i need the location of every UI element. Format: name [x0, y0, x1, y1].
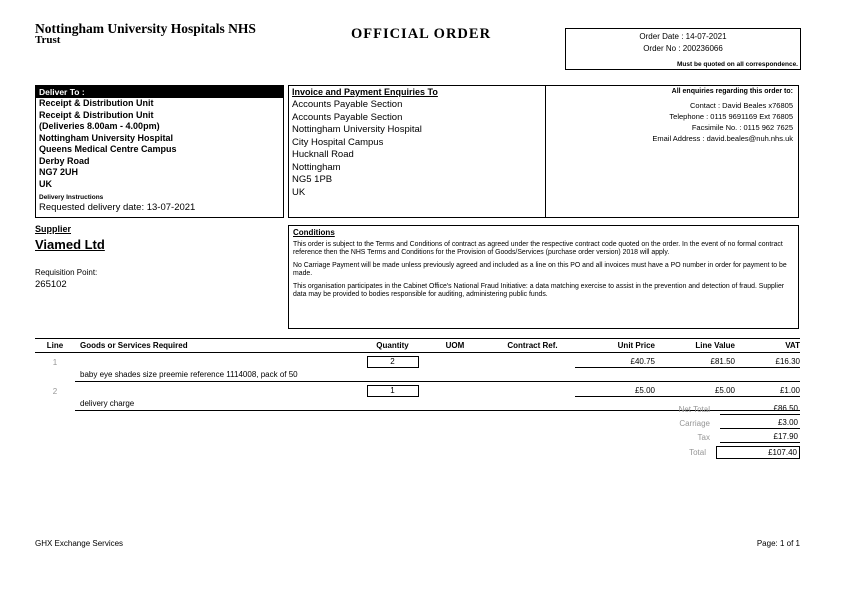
carriage-label: Carriage — [679, 419, 710, 428]
item-unit-price-cell — [575, 386, 655, 397]
deliver-to-line: UK — [39, 178, 52, 189]
quantity-value: 2 — [367, 356, 419, 368]
order-enquiries-section — [546, 86, 798, 217]
item-line-number: 1 — [52, 357, 58, 367]
col-header-vat: VAT — [785, 341, 800, 350]
tax-value: £17.90 — [720, 432, 800, 443]
items-table-header — [35, 338, 800, 353]
net-total-value: £86.50 — [720, 404, 800, 415]
footer-page-number: Page: 1 of 1 — [756, 539, 800, 548]
col-header-line: Line — [46, 341, 64, 350]
totals-section — [636, 404, 800, 462]
col-header-uom: UOM — [445, 341, 465, 350]
item-row-description — [35, 369, 800, 382]
tax-row — [636, 432, 800, 443]
order-number: Order No : 200236066 — [643, 44, 723, 53]
deliver-to-line: (Deliveries 8.00am - 4.00pm) — [39, 121, 160, 131]
order-info-box — [565, 28, 801, 70]
item-unit-price-cell — [575, 357, 655, 368]
quantity-value: 1 — [367, 385, 419, 397]
requisition-point-label: Requisition Point: — [35, 268, 98, 277]
invoice-enquiries-header: Invoice and Payment Enquiries To — [292, 87, 438, 97]
conditions-paragraph: No Carriage Payment will be made unless previously agreed and included as a line on this PO and all invoices must have a PO number in order for payment to be made. — [293, 261, 787, 278]
deliver-to-line: Queens Medical Centre Campus — [39, 144, 177, 154]
enquiries-contact: Contact : David Beales x76805 — [690, 101, 793, 110]
page-title: OFFICIAL ORDER — [350, 26, 492, 42]
deliver-to-line: Receipt & Distribution Unit — [39, 98, 154, 108]
invoice-address-line: NG5 1PB — [292, 174, 333, 185]
carriage-value: £3.00 — [720, 418, 800, 429]
items-table — [35, 338, 800, 411]
item-description: baby eye shades size preemie reference 1114008, pack of 50 — [75, 369, 800, 382]
deliver-to-line: Nottingham University Hospital — [39, 132, 174, 143]
vat-value: £16.30 — [735, 357, 800, 368]
order-date: Order Date : 14-07-2021 — [639, 32, 727, 41]
item-vat-cell — [735, 357, 800, 368]
col-header-line-value: Line Value — [695, 341, 735, 350]
item-row-values — [35, 384, 800, 398]
requisition-point-value: 265102 — [35, 279, 67, 290]
deliver-to-line: NG7 2UH — [39, 167, 79, 177]
item-row-values — [35, 355, 800, 369]
grand-total-label: Total — [689, 448, 706, 457]
invoice-address-line: Nottingham University Hospital — [292, 124, 422, 135]
carriage-row — [636, 418, 800, 429]
grand-total-value: £107.40 — [716, 446, 800, 459]
trust-name-line2: Trust — [35, 34, 61, 46]
enquiries-facsimile: Facsimile No. : 0115 962 7625 — [691, 123, 793, 132]
invoice-address-line: Nottingham — [292, 161, 341, 173]
supplier-label: Supplier — [35, 224, 72, 234]
table-row — [35, 355, 800, 382]
item-vat-cell — [735, 386, 800, 397]
invoice-and-enquiries-box — [288, 85, 799, 218]
enquiries-email: Email Address : david.beales@nuh.nhs.uk — [652, 134, 793, 143]
item-line-value-cell — [655, 386, 735, 397]
deliver-to-address — [36, 98, 283, 190]
invoice-address-line: City Hospital Campus — [292, 136, 384, 148]
col-header-unit-price: Unit Price — [617, 341, 655, 350]
line-value: £81.50 — [655, 357, 735, 368]
order-quote-note: Must be quoted on all correspondence. — [677, 61, 798, 68]
deliver-to-box — [35, 85, 284, 218]
delivery-instructions-label: Delivery Instructions — [39, 194, 104, 201]
deliver-to-header: Deliver To : — [36, 86, 283, 98]
col-header-quantity: Quantity — [376, 341, 409, 350]
line-value: £5.00 — [655, 386, 735, 397]
item-line-number: 2 — [52, 386, 58, 396]
conditions-paragraph: This organisation participates in the Cabinet Office's National Fraud Initiative: a data matching exercise to assist in the prevention and detection of fraud. Supplier data may be provided to bodies responsible for auditing, administering public funds. — [293, 282, 785, 299]
invoice-enquiries-section — [289, 86, 546, 217]
item-quantity-cell — [365, 356, 420, 368]
unit-price-value: £5.00 — [575, 386, 655, 397]
invoice-address-line: Accounts Payable Section — [292, 111, 403, 123]
enquiries-telephone: Telephone : 0115 9691169 Ext 76805 — [669, 112, 793, 121]
requested-delivery-date: Requested delivery date: 13-07-2021 — [39, 202, 196, 213]
deliver-to-line: Receipt & Distribution Unit — [39, 109, 154, 120]
supplier-name: Viamed Ltd — [35, 237, 105, 252]
item-description: delivery charge — [75, 398, 800, 411]
item-quantity-cell — [365, 385, 420, 397]
tax-label: Tax — [697, 433, 710, 442]
col-header-contract: Contract Ref. — [507, 341, 558, 350]
vat-value: £1.00 — [735, 386, 800, 397]
conditions-box — [288, 225, 799, 329]
supplier-section — [35, 224, 105, 290]
item-line-value-cell — [655, 357, 735, 368]
conditions-header: Conditions — [293, 228, 335, 237]
invoice-address-line: Hucknall Road — [292, 149, 354, 160]
net-total-row — [636, 404, 800, 415]
invoice-address-line: UK — [292, 186, 306, 198]
footer-service-name: GHX Exchange Services — [35, 539, 124, 548]
col-header-goods: Goods or Services Required — [80, 341, 188, 350]
net-total-label: Net Total — [678, 405, 710, 414]
deliver-to-line: Derby Road — [39, 155, 90, 166]
enquiries-header: All enquiries regarding this order to: — [671, 88, 793, 95]
unit-price-value: £40.75 — [575, 357, 655, 368]
conditions-paragraph: This order is subject to the Terms and Conditions of contract as agreed under the respective contract code quoted on the order. In the event of no formal contract reference then the NHS Terms and Conditions for the Provision of Goods/Services (purchase order version) 2018 will apply. — [293, 241, 783, 257]
invoice-address-line: Accounts Payable Section — [292, 99, 403, 110]
grand-total-row — [636, 446, 800, 459]
trust-name-line1: Nottingham University Hospitals NHS — [35, 21, 256, 36]
